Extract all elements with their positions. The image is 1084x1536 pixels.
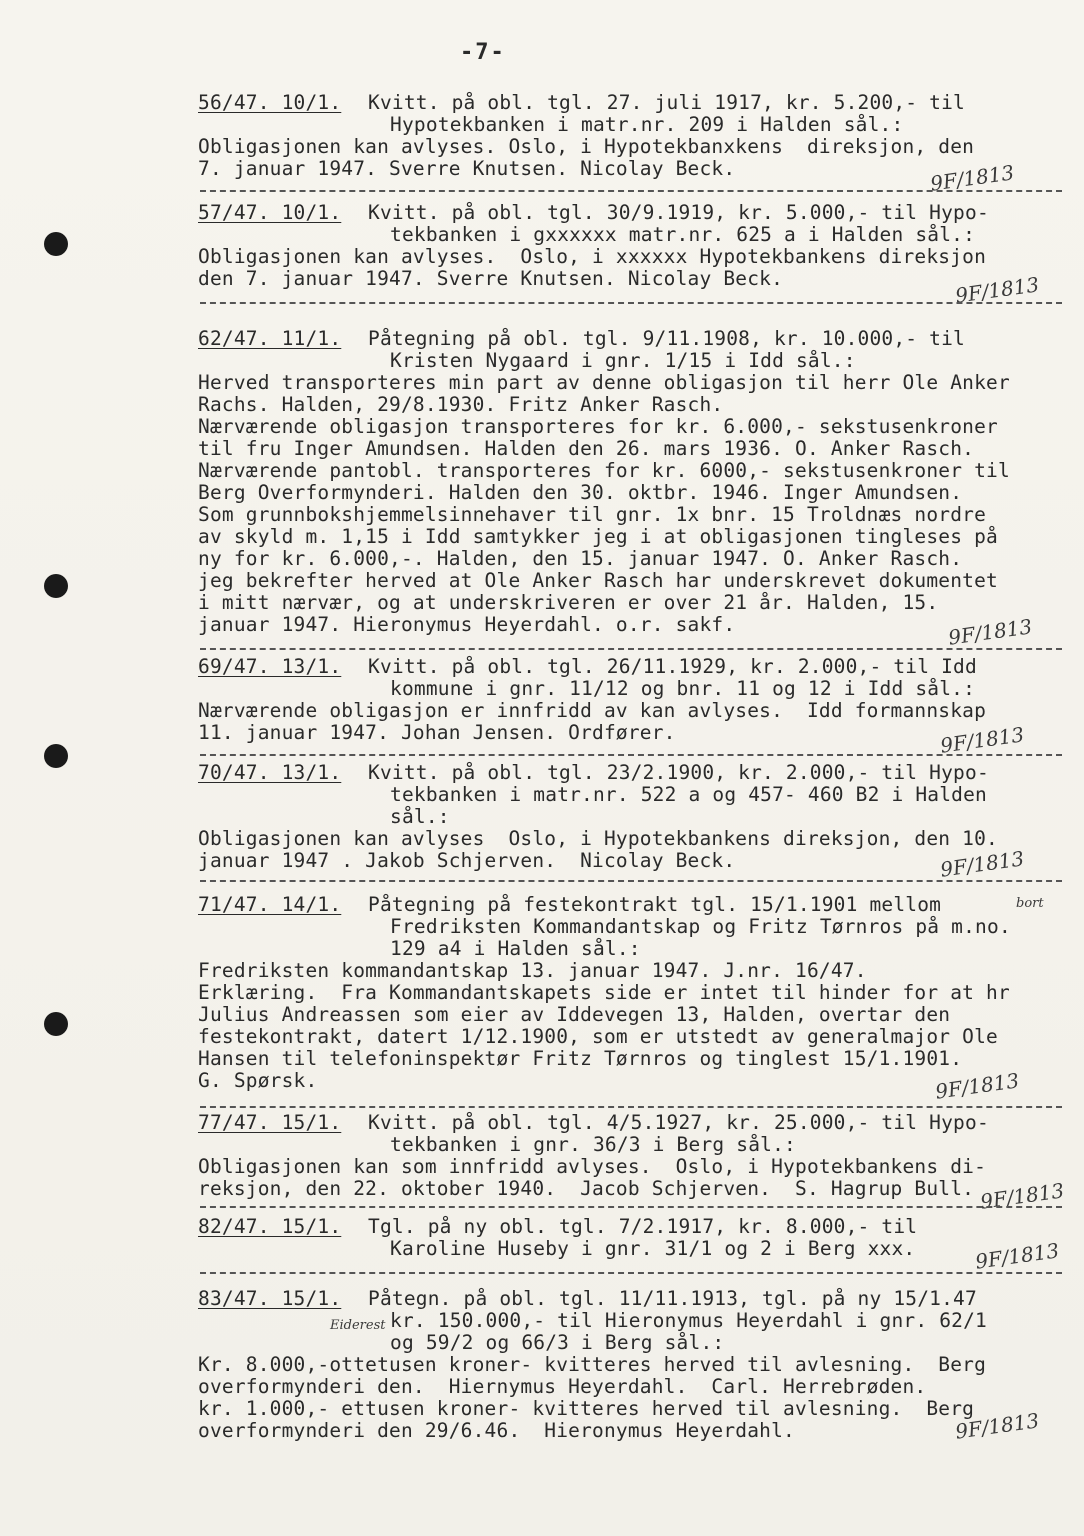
ledger-entry — [198, 894, 1078, 1092]
binder-hole — [44, 574, 68, 598]
entry-body-line: Hansen til telefoninspektør Fritz Tørnros og tinglest 15/1.1901. — [198, 1047, 963, 1070]
clerk-mark: 9F/1813 — [973, 1238, 1061, 1274]
entry-body-line: reksjon, den 22. oktober 1940. Jacob Schjerven. S. Hagrup Bull. — [198, 1177, 975, 1200]
entry-body-line: i mitt nærvær, og at underskriveren er over 21 år. Halden, 15. — [198, 591, 939, 614]
entry-body-line: Obligasjonen kan avlyses Oslo, i Hypotekbankens direksjon, den 10. — [198, 827, 998, 850]
ledger-entry — [198, 92, 1078, 180]
entry-body-line: Nærværende obligasjon er innfridd av kan avlyses. Idd formannskap — [198, 699, 987, 722]
ledger-entry — [198, 328, 1078, 636]
entry-separator — [200, 880, 1062, 882]
entry-body-line: Nærværende pantobl. transporteres for kr. 6000,- sekstusenkroner til — [198, 459, 1010, 482]
entry-body-line: ny for kr. 6.000,-. Halden, den 15. januar 1947. O. Anker Rasch. — [198, 547, 963, 570]
entry-body-line: den 7. januar 1947. Sverre Knutsen. Nicolay Beck. — [198, 267, 784, 290]
ledger-entry — [198, 202, 1078, 290]
entry-body-line: Obligasjonen kan avlyses. Oslo, i Hypotekbanxkens direksjon, den — [198, 135, 975, 158]
entry-header-line: tekbanken i gxxxxxx matr.nr. 625 a i Halden sål.: — [390, 223, 976, 246]
entry-header-line: Påtegning på festekontrakt tgl. 15/1.1901 mellom — [368, 893, 942, 916]
entry-header-line: Hypotekbanken i matr.nr. 209 i Halden sål.: — [390, 113, 904, 136]
entry-header-line: Kristen Nygaard i gnr. 1/15 i Idd sål.: — [390, 349, 856, 372]
entry-body-line: Som grunnbokshjemmelsinnehaver til gnr. 1x bnr. 15 Troldnæs nordre — [198, 503, 987, 526]
entry-header-line: Kvitt. på obl. tgl. 30/9.1919, kr. 5.000,- til Hypo- — [368, 201, 989, 224]
ledger-entry — [198, 1216, 1078, 1260]
ledger-entry — [198, 1288, 1078, 1442]
clerk-mark: 9F/1813 — [978, 1178, 1066, 1214]
entry-header-line: Kvitt. på obl. tgl. 26/11.1929, kr. 2.000,- til Idd — [368, 655, 977, 678]
entry-header-line: tekbanken i matr.nr. 522 a og 457- 460 B2 i Halden — [390, 783, 987, 806]
entry-body-line: Julius Andreassen som eier av Iddevegen 13, Halden, overtar den — [198, 1003, 951, 1026]
entry-header-line: Kvitt. på obl. tgl. 27. juli 1917, kr. 5.200,- til — [368, 91, 965, 114]
entry-body-line: 7. januar 1947. Sverre Knutsen. Nicolay Beck. — [198, 157, 736, 180]
ledger-entry — [198, 656, 1078, 744]
clerk-mark: 9F/1813 — [933, 1068, 1021, 1104]
entry-body-line: januar 1947 . Jakob Schjerven. Nicolay Beck. — [198, 849, 736, 872]
entry-ref: 82/47. 15/1. — [198, 1215, 342, 1238]
entry-body-line: festekontrakt, datert 1/12.1900, som er utstedt av generalmajor Ole — [198, 1025, 998, 1048]
clerk-mark: 9F/1813 — [946, 614, 1034, 650]
clerk-mark: 9F/1813 — [928, 160, 1016, 196]
entry-body-line: overformynderi den 29/6.46. Hieronymus Heyerdahl. — [198, 1419, 795, 1442]
entry-ref: 62/47. 11/1. — [198, 327, 342, 350]
entry-body-line: januar 1947. Hieronymus Heyerdahl. o.r. sakf. — [198, 613, 736, 636]
entry-header-line: Kvitt. på obl. tgl. 4/5.1927, kr. 25.000,- til Hypo- — [368, 1111, 989, 1134]
entry-body-line: overformynderi den. Hiernymus Heyerdahl. Carl. Herrebrøden. — [198, 1375, 927, 1398]
entry-body-line: Berg Overformynderi. Halden den 30. oktbr. 1946. Inger Amundsen. — [198, 481, 963, 504]
entry-separator — [200, 1272, 1062, 1274]
entry-header-line: og 59/2 og 66/3 i Berg sål.: — [390, 1331, 725, 1354]
page-number: -7- — [460, 40, 506, 65]
entry-separator — [200, 190, 1062, 192]
entry-ref: 56/47. 10/1. — [198, 91, 342, 114]
entry-header-line: kr. 150.000,- til Hieronymus Heyerdahl i gnr. 62/1 — [390, 1309, 987, 1332]
entry-header-line: Karoline Huseby i gnr. 31/1 og 2 i Berg xxx. — [390, 1237, 916, 1260]
binder-hole — [44, 744, 68, 768]
entry-header-line: kommune i gnr. 11/12 og bnr. 11 og 12 i Idd sål.: — [390, 677, 976, 700]
entry-ref: 70/47. 13/1. — [198, 761, 342, 784]
entry-header-line: tekbanken i gnr. 36/3 i Berg sål.: — [390, 1133, 796, 1156]
entry-ref: 69/47. 13/1. — [198, 655, 342, 678]
ledger-entry — [198, 1112, 1078, 1200]
entry-ref: 71/47. 14/1. — [198, 893, 342, 916]
margin-note: bort — [1016, 896, 1044, 911]
entry-ref: 77/47. 15/1. — [198, 1111, 342, 1134]
entry-body-line: jeg bekrefter herved at Ole Anker Rasch har underskrevet dokumentet — [198, 569, 998, 592]
entry-header-line: sål.: — [390, 805, 450, 828]
entry-header-line: Påtegning på obl. tgl. 9/11.1908, kr. 10.000,- til — [368, 327, 965, 350]
entry-header-line: Påtegn. på obl. tgl. 11/11.1913, tgl. på ny 15/1.47 — [368, 1287, 977, 1310]
entry-body-line: G. Spørsk. — [198, 1069, 318, 1092]
entry-body-line: Herved transporteres min part av denne obligasjon til herr Ole Anker — [198, 371, 1010, 394]
entry-body-line: Fredriksten kommandantskap 13. januar 1947. J.nr. 16/47. — [198, 959, 867, 982]
entry-separator — [200, 302, 1062, 304]
entry-body-line: Obligasjonen kan avlyses. Oslo, i xxxxxx Hypotekbankens direksjon — [198, 245, 987, 268]
entry-body-line: 11. januar 1947. Johan Jensen. Ordfører. — [198, 721, 676, 744]
clerk-mark: 9F/1813 — [953, 272, 1041, 308]
entry-ref: 57/47. 10/1. — [198, 201, 342, 224]
entry-body-line: av skyld m. 1,15 i Idd samtykker jeg i at obligasjonen tingleses på — [198, 525, 998, 548]
clerk-mark: 9F/1813 — [953, 1408, 1041, 1444]
entry-body-line: Nærværende obligasjon transporteres for kr. 6.000,- sekstusenkroner — [198, 415, 998, 438]
entry-body-line: Erklæring. Fra Kommandantskapets side er intet til hinder for at hr — [198, 981, 1010, 1004]
clerk-mark: 9F/1813 — [938, 722, 1026, 758]
binder-hole — [44, 232, 68, 256]
entry-header-line: Tgl. på ny obl. tgl. 7/2.1917, kr. 8.000,- til — [368, 1215, 918, 1238]
entry-separator — [200, 1206, 1062, 1208]
entry-body-line: Kr. 8.000,-ottetusen kroner- kvitteres herved til avlesning. Berg — [198, 1353, 987, 1376]
entry-header-line: Kvitt. på obl. tgl. 23/2.1900, kr. 2.000,- til Hypo- — [368, 761, 989, 784]
entry-body-line: kr. 1.000,- ettusen kroner- kvitteres herved til avlesning. Berg — [198, 1397, 975, 1420]
entry-header-line: 129 a4 i Halden sål.: — [390, 937, 641, 960]
entry-header-line: Fredriksten Kommandantskap og Fritz Tørnros på m.no. — [390, 915, 1011, 938]
entry-ref: 83/47. 15/1. — [198, 1287, 342, 1310]
entry-body-line: til fru Inger Amundsen. Halden den 26. mars 1936. O. Anker Rasch. — [198, 437, 975, 460]
ledger-entry — [198, 762, 1078, 872]
entry-separator — [200, 754, 1062, 756]
entry-body-line: Rachs. Halden, 29/8.1930. Fritz Anker Rasch. — [198, 393, 724, 416]
margin-note: Eiderest — [330, 1318, 386, 1333]
entry-separator — [200, 648, 1062, 650]
binder-hole — [44, 1012, 68, 1036]
entry-separator — [200, 1106, 1062, 1108]
clerk-mark: 9F/1813 — [938, 846, 1026, 882]
entry-body-line: Obligasjonen kan som innfridd avlyses. Oslo, i Hypotekbankens di- — [198, 1155, 987, 1178]
